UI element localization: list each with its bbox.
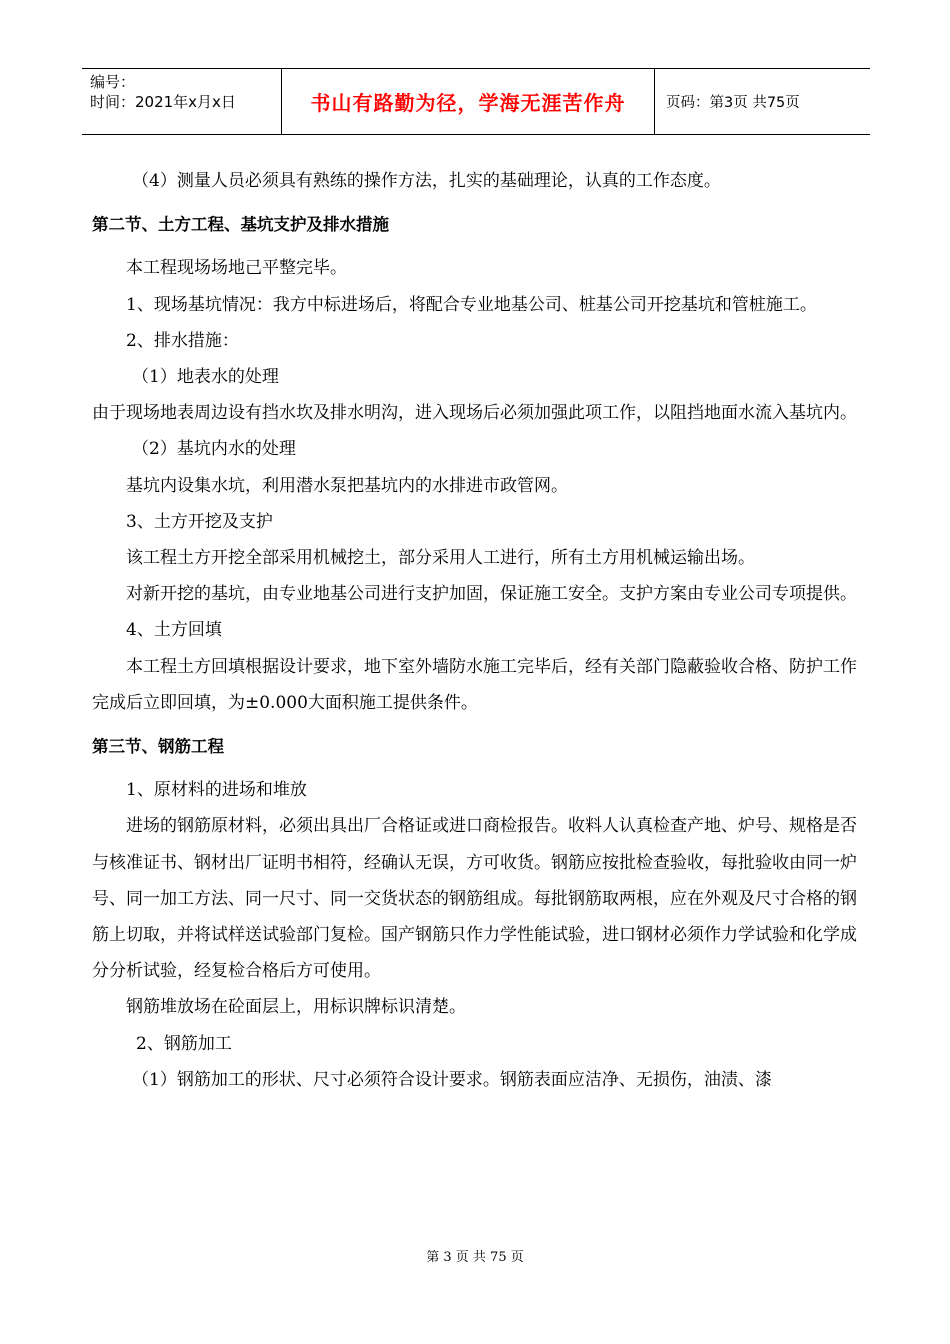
paragraph: 基坑内设集水坑，利用潜水泵把基坑内的水排进市政管网。: [126, 475, 568, 496]
header-page-code: 页码：第3页 共75页: [666, 95, 800, 111]
paragraph: 4、土方回填: [126, 620, 222, 641]
section-heading: 第二节、土方工程、基坑支护及排水措施: [92, 215, 389, 235]
paragraph: 该工程土方开挖全部采用机械挖土，部分采用人工进行，所有土方用机械运输出场。: [126, 548, 755, 569]
paragraph: 本工程现场场地己平整完毕。: [126, 258, 347, 279]
paragraph: 1、现场基坑情况：我方中标进场后，将配合专业地基公司、桩基公司开挖基坑和管桩施工。: [126, 294, 817, 315]
paragraph: 对新开挖的基坑，由专业地基公司进行支护加固，保证施工安全。支护方案由专业公司专项提供。: [126, 584, 857, 605]
paragraph: 3、土方开挖及支护: [126, 511, 273, 532]
paragraph: （4）测量人员必须具有熟练的操作方法，扎实的基础理论，认真的工作态度。: [132, 171, 721, 191]
paragraph: （1）地表水的处理: [132, 367, 279, 388]
header-number-label: 编号：: [90, 73, 136, 91]
section-heading: 第三节、钢筋工程: [92, 737, 224, 757]
header-time-label: 时间：2021年x月x日: [90, 93, 236, 111]
paragraph: 2、钢筋加工: [136, 1033, 232, 1054]
paragraph: （2）基坑内水的处理: [132, 439, 296, 460]
paragraph: 本工程土方回填根据设计要求，地下室外墙防水施工完毕后，经有关部门隐蔽验收合格、防护工作完成后立即回填，为±0.000大面积施工提供条件。: [92, 656, 857, 713]
document-body: [92, 163, 870, 1098]
paragraph: 2、排水措施：: [126, 330, 239, 351]
document-header: [82, 68, 870, 135]
paragraph: 由于现场地表周边设有挡水坎及排水明沟，进入现场后必须加强此项工作，以阻挡地面水流入基坑内。: [92, 403, 857, 424]
page-footer: 第 3 页 共 75 页: [426, 1250, 524, 1265]
header-meta: [82, 69, 282, 134]
paragraph: 钢筋堆放场在砼面层上，用标识牌标识清楚。: [126, 997, 466, 1018]
paragraph: 1、原材料的进场和堆放: [126, 780, 307, 801]
paragraph: （1）钢筋加工的形状、尺寸必须符合设计要求。钢筋表面应洁净、无损伤，油渍、漆: [132, 1069, 772, 1090]
header-motto: 书山有路勤为径，学海无涯苦作舟: [282, 69, 655, 134]
paragraph: 进场的钢筋原材料，必须出具出厂合格证或进口商检报告。收料人认真检查产地、炉号、规格是否与核准证书、钢材出厂证明书相符，经确认无误，方可收货。钢筋应按批检查验收，每批验收由同一炉号、同一加工方法、同一尺寸、同一交货状态的钢筋组成。每批钢筋取两根，应在外观及尺寸合格的钢筋上切取，并将试样送试验部门复检。国产钢筋只作力学性能试验，进口钢材必须作力学试验和化学成分分析试验，经复检合格后方可使用。: [92, 816, 857, 982]
